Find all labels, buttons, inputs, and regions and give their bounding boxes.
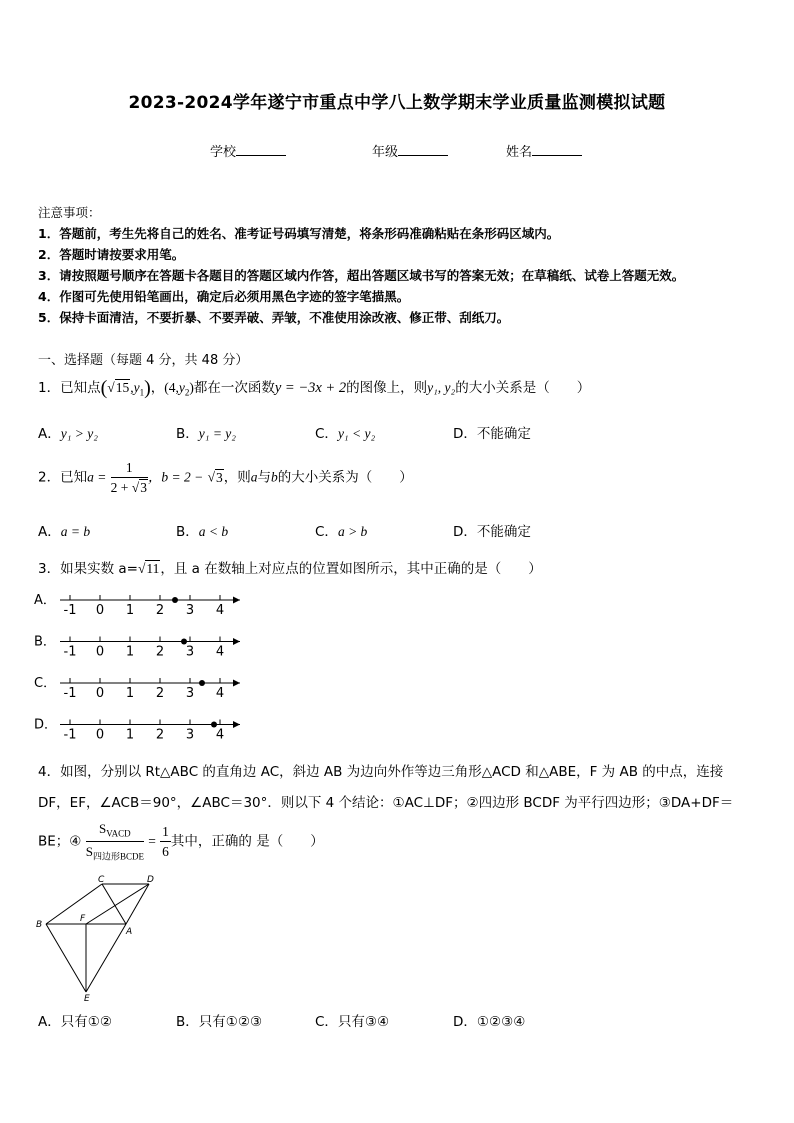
q2-option-d[interactable]: D．不能确定 (453, 524, 531, 540)
tick-label: -1 (63, 644, 77, 660)
segment-be (46, 924, 86, 992)
note-item: 3．请按照题号顺序在答题卡各题目的答题区域内作答，超出答题区域书写的答案无效；在草稿纸、试卷上答题无效。 (38, 268, 685, 283)
tick-label: 3 (185, 603, 195, 618)
q2-option-a[interactable]: A．a = b (38, 524, 91, 540)
segment-da (126, 884, 149, 924)
q2-fraction: $\frac{1}{2 + √3}$ (110, 460, 147, 495)
axis-arrow (233, 721, 240, 728)
q4-rhs-fraction: $\frac{1}{6}$ (162, 824, 169, 859)
option-label: B． (34, 634, 56, 650)
question-4-line-3: BE；④ $\frac{S_{VACD}}{S_{四边形BCDE}}$ = $\frac{1}{6}$ 其中，正确的 是（ ） (38, 821, 324, 862)
q1-option-b[interactable]: B．y₁ = y₂ (176, 426, 236, 442)
label-e: E (84, 994, 90, 1004)
label-d: D (147, 875, 154, 885)
school-blank[interactable] (236, 143, 286, 156)
tick-label: 3 (185, 644, 195, 660)
tick-label: 2 (155, 686, 165, 701)
note-item: 1．答题前，考生先将自己的姓名、准考证号码填写清楚，将条形码准确粘贴在条形码区域内。 (38, 226, 560, 241)
tick-label: 4 (215, 686, 225, 701)
section-heading: 一、选择题（每题 4 分，共 48 分） (38, 353, 249, 368)
q4-area-fraction: $\frac{S_{VACD}}{S_{四边形BCDE}}$ (85, 821, 144, 862)
segment-ca (102, 884, 126, 924)
tick-label: 2 (155, 603, 165, 618)
tick-label: 1 (125, 644, 135, 660)
grade-blank[interactable] (398, 143, 448, 156)
question-3: 3．如果实数 a=√11，且 a 在数轴上对应点的位置如图所示，其中正确的是（ ） (38, 561, 542, 577)
notes-heading: 注意事项： (38, 205, 101, 220)
tick-label: 3 (185, 686, 195, 701)
q4-option-d[interactable]: D．①②③④ (453, 1014, 526, 1030)
segment-ae (86, 924, 126, 992)
q1-option-a[interactable]: A．y₁ > y₂ (38, 426, 98, 442)
tick-label: -1 (63, 727, 77, 743)
note-item: 5．保持卡面清洁，不要折暴、不要弄破、弄皱，不准使用涂改液、修正带、刮纸刀。 (38, 310, 510, 325)
question-1: 1．已知点$(√15,y_1)$，$(4,y_2)$都在一次函数y = −3x + 2的图像上，则y₁, y₂的大小关系是（ ） (38, 377, 591, 399)
point-a (211, 722, 217, 728)
tick-label: 0 (95, 727, 105, 743)
note-item: 4．作图可先使用铅笔画出，确定后必须用黑色字迹的签字笔描黑。 (38, 289, 410, 304)
label-b: B (36, 920, 43, 930)
segment-bc (46, 884, 102, 924)
note-item: 2．答题时请按要求用笔。 (38, 247, 185, 262)
question-4-line-1: 4．如图，分别以 Rt△ABC 的直角边 AC，斜边 AB 为边向外作等边三角形△ACD 和△ABE，F 为 AB 的中点，连接 (38, 764, 724, 780)
grade-field[interactable] (372, 141, 448, 160)
school-field[interactable] (210, 141, 286, 160)
tick-label: 1 (125, 603, 135, 618)
q4-option-a[interactable]: A．只有①② (38, 1014, 112, 1030)
name-label: 姓名 (506, 145, 533, 160)
name-field[interactable] (506, 141, 582, 160)
option-label: C． (34, 676, 57, 691)
name-blank[interactable] (532, 143, 582, 156)
tick-label: 0 (95, 686, 105, 701)
axis-arrow (233, 638, 240, 645)
q2-option-c[interactable]: C．a > b (315, 524, 368, 540)
tick-label: 4 (215, 644, 225, 660)
number-line-option[interactable] (34, 718, 240, 743)
tick-label: 0 (95, 603, 105, 618)
q1-option-d[interactable]: D．不能确定 (453, 426, 531, 442)
option-label: A． (34, 593, 56, 608)
axis-arrow (233, 680, 240, 687)
axis-arrow (233, 597, 240, 604)
q4-option-c[interactable]: C．只有③④ (315, 1014, 390, 1030)
tick-label: 4 (215, 603, 225, 618)
number-line-option[interactable] (34, 635, 240, 660)
question-4-line-2: DF，EF，∠ACB＝90°，∠ABC＝30°．则以下 4 个结论：①AC⊥DF；②四边形 BCDF 为平行四边形；③DA+DF＝ (38, 795, 734, 811)
q3-number-lines (34, 588, 254, 748)
q4-option-b[interactable]: B．只有①②③ (176, 1014, 263, 1030)
tick-label: 3 (185, 727, 195, 743)
segment-fd (86, 884, 149, 924)
tick-label: -1 (63, 686, 77, 701)
tick-label: -1 (63, 603, 77, 618)
point-a (199, 680, 205, 686)
tick-label: 2 (155, 644, 165, 660)
question-2: 2．已知a = $\frac{1}{2 + √3}$ ，b = 2 − √3，则a与b的大小关系为（ ） (38, 460, 413, 495)
tick-label: 1 (125, 686, 135, 701)
label-a: A (126, 927, 133, 937)
point-a (172, 597, 178, 603)
number-line-option[interactable] (34, 676, 240, 701)
option-label: D． (34, 717, 58, 733)
number-line-option[interactable] (34, 593, 240, 618)
q2-option-b[interactable]: B．a < b (176, 524, 229, 540)
q1-option-c[interactable]: C．y₁ < y₂ (315, 426, 376, 442)
tick-label: 0 (95, 644, 105, 660)
point-a (181, 639, 187, 645)
tick-label: 1 (125, 727, 135, 743)
q4-geometry-figure (34, 874, 164, 1004)
label-f: F (80, 914, 86, 924)
page-title: 2023-2024学年遂宁市重点中学八上数学期末学业质量监测模拟试题 (128, 93, 666, 113)
grade-label: 年级 (372, 145, 399, 160)
label-c: C (98, 875, 105, 885)
tick-label: 2 (155, 727, 165, 743)
tick-label: 4 (215, 727, 225, 743)
school-label: 学校 (210, 145, 237, 160)
